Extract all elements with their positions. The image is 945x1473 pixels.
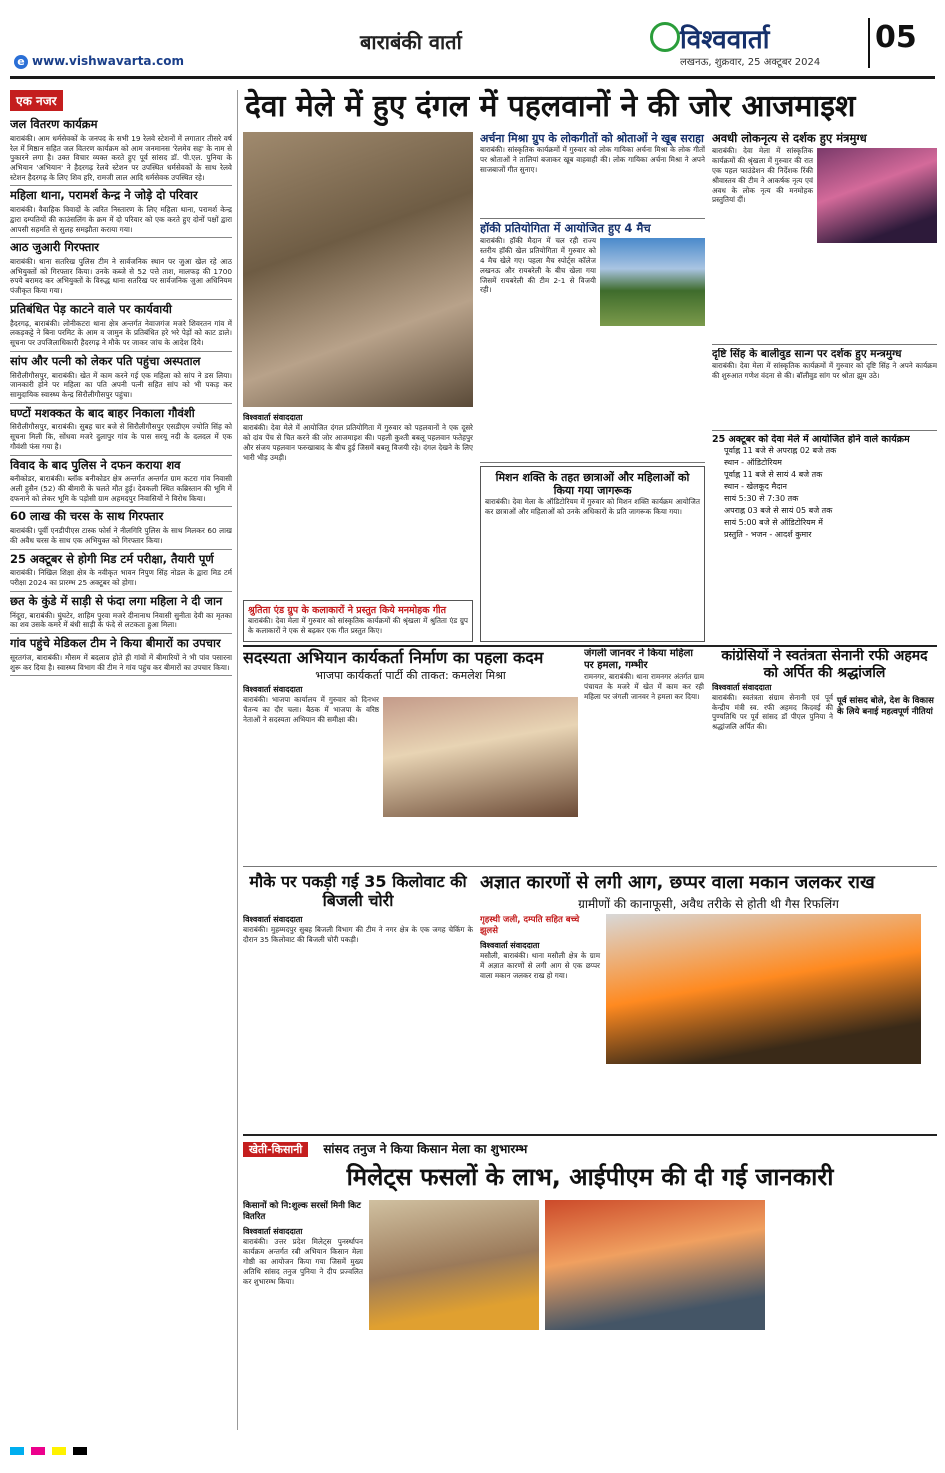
left-column	[10, 90, 232, 1425]
hockey-photo	[600, 238, 705, 326]
brief-title: छत के कुंडे में साड़ी से फंदा लगा महिला ने दी जान	[10, 593, 223, 608]
brief-body: हैदरगढ़, बाराबंकी। लोनीकटरा थाना क्षेत्र अन्तर्गत नेवाजगंज मजरे शिवरतन गांव में लकड़कट्टे ने बिना परमिट के आम व जामुन के प्रतिबंधित हरे भरे पेड़ों को काट डाले। सूचना पर उपजिलाधिकारी हैदरगढ़ ने मौके पर जाकर जांच के आदेश दिये।	[10, 318, 232, 348]
kisan-mela-photo	[369, 1200, 539, 1330]
story-subtitle: भाजपा कार्यकर्ता पार्टी की ताकत: कमलेश मिश्रा	[315, 669, 506, 683]
awadhi-story	[712, 132, 937, 342]
dance-photo	[817, 148, 937, 243]
divider	[712, 344, 937, 345]
brief-title: महिला थाना, परामर्श केन्द्र ने जोड़े दो परिवार	[10, 188, 198, 203]
schedule-line: सायं 5:00 बजे से ऑडिटोरियम में	[724, 518, 823, 528]
section-label: एक नजर	[10, 90, 63, 111]
schedule-line: अपराह्न 03 बजे से सायं 05 बजे तक	[724, 506, 833, 516]
lead-story	[243, 412, 473, 592]
byline: विश्ववार्ता संवाददाता	[480, 940, 540, 950]
brief-item	[10, 459, 232, 508]
site-url[interactable]: e www.vishwavarta.com	[14, 54, 184, 69]
schedule-line: पूर्वाह्न 11 बजे से सायं 4 बजे तक	[724, 470, 823, 480]
shruti-story	[243, 600, 473, 642]
story-title: कांग्रेसियों ने स्वतंत्रता सेनानी रफी अहमद को अर्पित की श्रद्धांजलि	[721, 648, 928, 681]
brief-item	[10, 241, 232, 300]
photo-caption: गृहस्थी जली, दम्पति सहित बच्चे झुलसे	[480, 914, 580, 936]
kicker: सांसद तनुज ने किया किसान मेला का शुभारम्भ	[323, 1142, 528, 1156]
kisan-mela-stage-photo	[545, 1200, 765, 1330]
brief-item	[10, 355, 232, 404]
sadasyata-story	[243, 648, 578, 863]
story-body: बाराबंकी। देवा मेला में सांस्कृतिक कार्यक्रमों की श्रृंखला में गुरुवार की रात एक पहल फाउंडेशन की निर्देशक रिंकी श्रीवास्तव की टीम ने आकर्षक नृत्य एवं अवध के लोक नृत्य की मनमोहक प्रस्तुतियां दीं।	[712, 145, 813, 205]
lead-headline: देवा मेले में हुए दंगल में पहलवानों ने की जोर आजमाइश	[245, 89, 856, 124]
brief-title: 60 लाख की चरस के साथ गिरफ्तार	[10, 509, 164, 524]
congress-story	[712, 648, 937, 863]
byline: विश्ववार्ता संवाददाता	[243, 685, 303, 695]
kheti-band	[243, 1138, 937, 1160]
brief-item	[10, 637, 232, 676]
wrestling-photo	[243, 132, 473, 407]
story-body: बाराबंकी। देवा मेला में सांस्कृतिक कार्यक्रमों में गुरुवार को दृष्टि सिंह ने अपने कार्यक्रम की शुरुआत गणेश वंदना से की। बॉलीवुड सांग पर श्रोता झूम उठे।	[712, 360, 937, 380]
divider	[480, 462, 705, 463]
story-title: सदस्यता अभियान कार्यकर्ता निर्माण का पहला कदम	[243, 648, 544, 667]
story-body: बाराबंकी। स्वतंत्रता संग्राम सेनानी एवं पूर्व केन्द्रीय मंत्री स्व. रफी अहमद किदवई की पुण्यतिथि पर पूर्व सांसद डॉ पीएल पुनिया ने श्रद्धांजलि अर्पित की।	[712, 692, 833, 732]
story-body: बाराबंकी। मुहम्मदपुर सुबह बिजली विभाग की टीम ने नगर क्षेत्र के एक जगह चेकिंग के दौरान 35 किलोवाट की बिजली चोरी पकड़ी।	[243, 925, 473, 945]
story-title: दृष्टि सिंह के बालीवुड सान्ग पर दर्शक हुए मन्त्रमुग्ध	[712, 348, 902, 360]
brand-name: विश्ववार्ता	[680, 25, 770, 55]
brief-body: निंदूरा, बाराबंकी। घुंघटेर, शाहिम पुरवा मजरे दीनानाथ निवासी सुनीता देवी का मृतका का शव उसके कमरे में बंधी साड़ी के फंदे से लटकता हुआ मिला।	[10, 610, 232, 630]
story-body: बाराबंकी। उत्तर प्रदेश मिलेट्स पुनर्स्थापन कार्यक्रम अन्तर्गत रबी अभियान किसान मेला गोष्ठी का आयोजन किया गया जिसमें मुख्य अतिथि सांसद तनुज पुनिया ने दीप प्रज्वलित कर शुभारम्भ किया।	[243, 1237, 363, 1286]
schedule-line: सायं 5:30 से 7:30 तक	[724, 494, 799, 504]
drishti-story	[712, 348, 937, 430]
fire-photo	[606, 914, 921, 1064]
brief-item	[10, 407, 232, 456]
story-title: अर्चना मिश्रा ग्रुप के लोकगीतों को श्रोताओं ने खूब सराहा	[480, 132, 704, 145]
schedule-line: प्रस्तुति - भजन - आदर्श कुमार	[724, 530, 812, 540]
brief-item	[10, 595, 232, 634]
divider	[868, 18, 870, 68]
divider	[480, 218, 705, 219]
brief-item	[10, 510, 232, 549]
brief-body: बाराबंकी। आम धर्मसेवकों के जनपद के सभी 19 रेलवे स्टेशनों में लगातार तीसरे वर्ष रेल में मिष्ठान सहित जल वितरण कार्यक्रम को आम जनमानस 'रेलमेव सह' के नाम से पुकारने लगा है। उक्त विचार व्यक्त करते हुए पूर्व सांसद डॉ. पी.एल. पुनिया के अभियान 'अभियान' ने हैदरगढ़ रेलवे स्टेशन पर उपस्थित धर्मसेवकों के साथ रेलवे स्टेशन हैदरगढ़ के लिए शिव हरि, रामजी लाल आदि धर्मसेवक उपस्थित रहे।	[10, 133, 232, 182]
story-title: मौके पर पकड़ी गई 35 किलोवाट की बिजली चोरी	[249, 872, 467, 911]
yellow-swatch	[52, 1447, 66, 1455]
column-divider	[237, 90, 238, 1430]
story-title: अवधी लोकनृत्य से दर्शक हुए मंत्रमुग्ध	[712, 132, 867, 145]
brief-item	[10, 303, 232, 352]
brief-title: 25 अक्टूबर से होगी मिड टर्म परीक्षा, तैयारी पूर्ण	[10, 551, 214, 566]
brief-body: बाराबंकी। निखिल शिक्षा क्षेत्र के नवीकृत भावन निपुण सिंह नोडल के द्वारा मिड टर्म परीक्षा 2024 का प्रारम्भ 25 अक्टूबर को होगा।	[10, 568, 232, 588]
section-tag: खेती-किसानी	[243, 1142, 308, 1157]
brief-title: घण्टों मशक्कत के बाद बाहर निकाला गौवंशी	[10, 405, 195, 420]
section-rule	[243, 1134, 937, 1136]
story-body: बाराबंकी। देवा मेले में आयोजित दंगल प्रतियोगिता में गुरुवार को पहलवानों ने एक दूसरे को दांव पेंच से चित करने की जोर आजमाइश की। पहली कुश्ती बबलू पहलवान फतेहपुर और संजय पहलवान फरुखाबाद के बीच हुई जिसमें बबलू विजयी रहे। दंगल देखने के लिए भारी भीड़ उमड़ी।	[243, 423, 473, 462]
schedule-line: स्थान - खेलकूद मैदान	[724, 482, 787, 492]
section-rule	[243, 645, 937, 647]
hockey-story	[480, 222, 705, 462]
brief-body: बाराबंकी। वैवाहिक विवादों के त्वरित निस्तारण के लिए महिला थाना, परामर्श केन्द्र द्वारा दम्पतियों की काउंसलिंग के क्रम में दो परिवार को एक करते हुए दोनों पक्षों द्वारा आपसी सहमति से सुलह समझौता कराया गया।	[10, 205, 232, 234]
brief-item	[10, 118, 232, 186]
brief-title: प्रतिबंधित पेड़ काटने वाले पर कार्यवायी	[10, 301, 172, 316]
schedule-line: स्थान - ऑडिटोरियम	[724, 458, 782, 468]
side-quote: पूर्व सांसद बोले, देश के विकास के लिये बनाई महत्वपूर्ण नीतियां	[837, 695, 934, 717]
brief-body: बनीकोडर, बाराबंकी। ब्लॉक बनीकोडर क्षेत्र अन्तर्गत अन्तर्गत ग्राम कटरा गांव निवासी अली हुसैन (52) की बीमारी के चलते मौत हुई। देवकली स्थित कब्रिस्तान की भूमि में दफनाने को लेकर भूमि के पड़ोसी ग्राम अहमदपुर निवासियों ने विरोध किया।	[10, 474, 232, 503]
byline: विश्ववार्ता संवाददाता	[712, 682, 772, 692]
story-subtitle: ग्रामीणों की कानाफूसी, अवैध तरीके से होती थी गैस रिफलिंग	[578, 896, 839, 911]
archana-story	[480, 132, 705, 217]
brief-body: सिरौलीगौसपुर, बाराबंकी। सुबह चार बजे से सिरौलीगौसपुर एसडीएम ज्योति सिंह को सूचना मिली कि, सोंधवा मजरे दुलापुर गांव के पास सरयू नदी के दलदल में एक गौवंशी फंस गया है।	[10, 422, 232, 451]
brief-title: आठ जुआरी गिरफ्तार	[10, 240, 100, 255]
brief-item	[10, 189, 232, 238]
brand-logo-icon	[650, 22, 680, 52]
kheti-sidebar	[243, 1200, 363, 1287]
kheti-headline: मिलेट्स फसलों के लाभ, आईपीएम की दी गई जानकारी	[346, 1163, 834, 1191]
story-body: रामनगर, बाराबंकी। थाना रामनगर अंतर्गत ग्राम पंचायत के मजरे में खेत में काम कर रही महिला पर जंगली जानवर ने हमला कर दिया।	[584, 672, 704, 701]
schedule-box	[712, 434, 937, 642]
story-body: बाराबंकी। सांस्कृतिक कार्यक्रमों में गुरुवार को लोक गायिका अर्चना मिश्रा के लोक गीतों पर श्रोताओं ने तालियां बजाकर खूब वाहवाही की। लोक गायिका अर्चना मिश्रा ने अपने साजबाजों गीत सुनाए।	[480, 145, 705, 175]
page-number: 05	[875, 20, 917, 55]
bijli-story	[243, 872, 473, 1132]
aag-story	[480, 872, 937, 1132]
brief-title: विवाद के बाद पुलिस ने दफन कराया शव	[10, 457, 181, 472]
black-swatch	[73, 1447, 87, 1455]
brief-title: जल वितरण कार्यक्रम	[10, 117, 98, 131]
divider	[712, 430, 937, 431]
byline: विश्ववार्ता संवाददाता	[243, 1227, 303, 1236]
kheti-story	[243, 1200, 937, 1430]
brief-body: सूरतगंज, बाराबंकी। मौसम में बदलाव होते ही गांवों में बीमारियों ने भी पांव पसारना शुरू कर दिया है। स्वास्थ्य विभाग की टीम ने गांव पहुंच कर बीमारों का उपचार किया।	[10, 652, 232, 672]
story-title: 25 अक्टूबर को देवा मेले में आयोजित होने वाले कार्यक्रम	[712, 434, 910, 445]
dateline: लखनऊ, शुक्रवार, 25 अक्टूबर 2024	[680, 57, 821, 68]
divider	[243, 866, 937, 867]
jungli-story	[584, 648, 704, 863]
story-body: बाराबंकी। देवा मेला में गुरुवार को सांस्कृतिक कार्यक्रमों की श्रृंखला में श्रुतिता एंड ग्रुप के कलाकारों ने एक से बढ़कर एक गीत प्रस्तुत किए।	[248, 616, 468, 636]
brief-body: सिरौलीगौसपुर, बाराबंकी। खेत में काम करने गई एक महिला को सांप ने डस लिया। जानकारी होने पर महिला का पति अपनी पत्नी सहित सांप को भी पकड़ कर सामुदायिक स्वास्थ्य केन्द्र सिरौलीगौसपुर पहुंचा।	[10, 370, 232, 399]
brief-item	[10, 553, 232, 592]
story-body: बाराबंकी। हॉकी मैदान में चल रही राज्य स्तरीय हॉकी खेल प्रतियोगिता में गुरुवार को 4 मैच खेले गए। पहला मैच स्पोर्ट्स कॉलेज लखनऊ और रायबरेली के बीच खेला गया जिसमें रायबरेली की टीम 2-1 से विजयी रही।	[480, 235, 596, 295]
story-title: जंगली जानवर ने किया महिला पर हमला, गम्भीर	[584, 648, 694, 671]
brief-title: गांव पहुंचे मेडिकल टीम ने किया बीमारों का उपचार	[10, 636, 221, 651]
brief-body: बाराबंकी। पूर्वी एनडीपीएस टास्क फोर्स ने नीलगिरि पुलिस के साथ मिलकर 60 लाख की अवैध चरस के साथ एक अभियुक्त को गिरफ्तार किया।	[10, 526, 232, 545]
story-body: मसौली, बाराबंकी। थाना मसौली क्षेत्र के ग्राम में अज्ञात कारणों से लगी आग से एक छप्पर वाला मकान जलकर राख हो गया।	[480, 950, 600, 980]
byline: विश्ववार्ता संवाददाता	[243, 413, 303, 422]
brief-title: सांप और पत्नी को लेकर पति पहुंचा अस्पताल	[10, 353, 201, 368]
print-color-strip	[10, 1440, 935, 1454]
story-title: हॉकी प्रतियोगिता में आयोजित हुए 4 मैच	[480, 222, 651, 235]
schedule-line: पूर्वाह्न 11 बजे से अपराह्न 02 बजे तक	[724, 446, 837, 456]
aag-sidebar	[480, 914, 600, 981]
story-title: मिशन शक्ति के तहत छात्राओं और महिलाओं को किया गया जागरूक	[495, 471, 690, 498]
magenta-swatch	[31, 1447, 45, 1455]
side-quote: किसानों को नि:शुल्क सरसों मिनी किट वितरित	[243, 1201, 361, 1222]
brief-body: बाराबंकी। थाना सतरिख पुलिस टीम ने सार्वजनिक स्थान पर जुआ खेल रहे आठ अभियुक्तों को गिरफ्तार किया। उनके कब्जे से 52 पत्ते ताश, मालफड़ की 1700 रुपये बरामद कर अभियुक्तों के विरुद्ध थाना सतरिख पर सार्वजनिक जुआ अधिनियम पंजीकृत किया गया।	[10, 257, 232, 296]
section-title: बाराबंकी वार्ता	[360, 30, 462, 54]
story-title: श्रुतिता एंड ग्रुप के कलाकारों ने प्रस्तुत किये मनमोहक गीत	[248, 605, 447, 616]
byline: विश्ववार्ता संवाददाता	[243, 915, 303, 925]
story-body: बाराबंकी। देवा मेला के ऑडिटोरियम में गुरुवार को मिशन शक्ति कार्यक्रम आयोजित कर छात्राओं और महिलाओं को उनके अधिकारों के प्रति जागरूक किया गया।	[485, 497, 700, 517]
masthead-rule	[10, 76, 935, 79]
story-title: अज्ञात कारणों से लगी आग, छप्पर वाला मकान जलकर राख	[480, 872, 875, 893]
story-body: बाराबंकी। भाजपा कार्यालय में गुरुवार को दिनभर चैतन्य का दौर चला। बैठक में भाजपा के वरिष्ठ नेताओं ने सदस्यता अभियान की समीक्षा की।	[243, 695, 379, 725]
browser-icon: e	[14, 55, 28, 69]
mission-story	[480, 466, 705, 642]
cyan-swatch	[10, 1447, 24, 1455]
bjp-meeting-photo	[383, 697, 578, 817]
